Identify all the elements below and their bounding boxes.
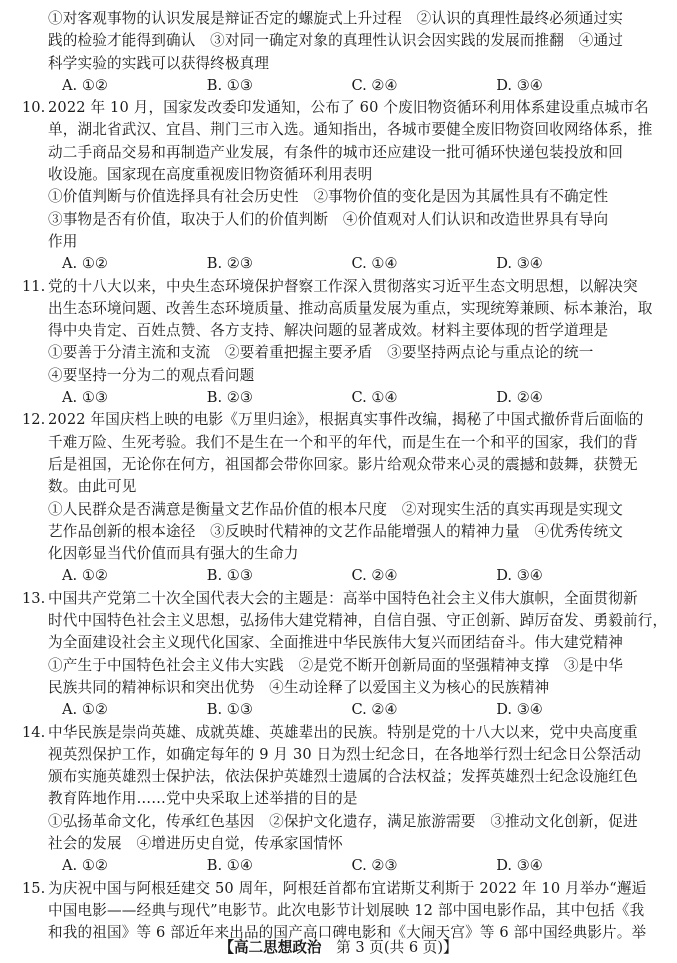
- question-12: [22, 409, 644, 587]
- text-line: 民族共同的精神标识和突出优势 ④生动诠释了以爱国主义为核心的民族精神: [48, 678, 550, 696]
- option-c: C. ②④: [351, 76, 398, 94]
- text-line: 千难万险、生死考验。我们不是生在一个和平的年代，而是生在一个和平的国家，我们的背: [48, 433, 638, 451]
- option-b: B. ①③: [206, 567, 253, 585]
- question-11: [22, 276, 653, 410]
- text-line: 得中央肯定、百姓点赞、各方支持、解决问题的显著成效。材料主要体现的哲学道理是: [48, 322, 609, 340]
- option-b: B. ①③: [206, 76, 253, 94]
- text-line: 化因彰显当代价值而具有强大的生命力: [48, 545, 299, 563]
- text-line: 中华民族是崇尚英雄、成就英雄、英雄辈出的民族。特别是党的十八大以来，党中央高度重: [48, 723, 638, 741]
- page-footer: [0, 936, 677, 957]
- text-line: 作用: [48, 232, 78, 250]
- option-c: C. ②③: [351, 857, 398, 875]
- option-b: B. ②③: [206, 389, 253, 407]
- question-number: 12.: [22, 411, 46, 429]
- text-line: 中国电影——经典与现代”电影节。此次电影节计划展映 12 部中国电影作品，其中包括《我: [48, 901, 645, 919]
- text-line: 单，湖北省武汉、宜昌、荆门三市入选。通知指出，各城市要健全废旧物资回收网络体系，推: [48, 121, 653, 139]
- answer-options: [48, 565, 641, 587]
- text-line: 时代中国特色社会主义思想，弘扬伟大建党精神，自信自强、守正创新、踔厉奋发、勇毅前行，: [48, 612, 668, 630]
- option-d: D. ②④: [496, 389, 543, 407]
- text-line: 社会的发展 ④增进历史自觉，传承家国情怀: [48, 834, 343, 852]
- question-15: [22, 878, 647, 945]
- text-line: 践的检验才能得到确认 ③对同一确定对象的真理性认识会因实践的发展而推翻 ④通过: [48, 32, 624, 50]
- text-line: 为庆祝中国与阿根廷建交 50 周年，阿根廷首都布宜诺斯艾利斯于 2022 年 10 月举办“邂逅: [48, 879, 647, 897]
- text-line: 颁布实施英雄烈士保护法，依法保护英雄烈士遗属的合法权益；发挥英雄烈士纪念设施红色: [48, 768, 638, 786]
- text-line: ①对客观事物的认识发展是辩证否定的螺旋式上升过程 ②认识的真理性最终必须通过实: [48, 10, 624, 27]
- text-line: 科学实验的实践可以获得终极真理: [48, 54, 270, 72]
- answer-options: [48, 855, 641, 877]
- option-b: B. ②③: [206, 255, 253, 273]
- answer-options: [48, 387, 641, 409]
- text-line: ④要坚持一分为二的观点看问题: [48, 366, 255, 384]
- text-line: 出生态环境问题、改善生态环境质量、推动高质量发展为重点，实现统筹兼顾、标本兼治，取: [48, 299, 653, 317]
- text-line: 2022 年国庆档上映的电影《万里归途》，根据真实事件改编，揭秘了中国式撤侨背后面临的: [48, 411, 644, 429]
- text-line: 收设施。国家现在高度重视废旧物资循环利用表明: [48, 166, 373, 184]
- question-13: [22, 588, 668, 722]
- question-number: 13.: [22, 589, 46, 607]
- text-line: ①人民群众是否满意是衡量文艺作品价值的根本尺度 ②对现实生活的真实再现是实现文: [48, 500, 624, 518]
- answer-options: [48, 253, 641, 275]
- answer-options: [48, 699, 641, 721]
- option-d: D. ③④: [496, 857, 543, 875]
- question-number: 10.: [22, 99, 46, 117]
- text-line: ①产生于中国特色社会主义伟大实践 ②是党不断开创新局面的坚强精神支撑 ③是中华: [48, 656, 624, 674]
- option-d: D. ③④: [496, 701, 543, 719]
- text-line: ①要善于分清主流和支流 ②要着重把握主要矛盾 ③要坚持两点论与重点论的统一: [48, 344, 594, 362]
- text-line: 2022 年 10 月，国家发改委印发通知，公布了 60 个废旧物资循环利用体系建设重点城市名: [48, 99, 649, 117]
- option-b: B. ①③: [206, 701, 253, 719]
- option-a: A. ①②: [62, 857, 108, 875]
- option-d: D. ③④: [496, 255, 543, 273]
- text-line: ①弘扬革命文化，传承红色基因 ②保护文化遗存，满足旅游需要 ③推动文化创新，促进: [48, 812, 638, 830]
- footer-page-info: 第 3 页(共 6 页)】: [336, 939, 458, 956]
- text-line: 视英烈保护工作，如确定每年的 9 月 30 日为烈士纪念日，在各地举行烈士纪念日公祭活动: [48, 745, 641, 763]
- question-10: [22, 97, 653, 275]
- text-line: 艺作品创新的根本途径 ③反映时代精神的文艺作品能增强人的精神力量 ④优秀传统文: [48, 522, 624, 540]
- option-c: C. ①④: [351, 255, 398, 273]
- text-line: 中国共产党第二十次全国代表大会的主题是：高举中国特色社会主义伟大旗帜，全面贯彻新: [48, 589, 638, 607]
- footer-subject: 【高二思想政治: [219, 939, 322, 956]
- text-line: 数。由此可见: [48, 478, 137, 496]
- question-number: 15.: [22, 879, 46, 897]
- option-c: C. ②④: [351, 567, 398, 585]
- text-line: 党的十八大以来，中央生态环境保护督察工作深入贯彻落实习近平生态文明思想，以解决突: [48, 277, 638, 295]
- text-line: 和我的祖国》等 6 部近年来出品的国产高口碑电影和《大闹天宫》等 6 部中国经典影片。举: [48, 924, 647, 942]
- answer-options: [48, 75, 641, 97]
- option-d: D. ③④: [496, 567, 543, 585]
- text-line: 后是祖国，无论你在何方，祖国都会带你回家。影片给观众带来心灵的震撼和鼓舞，获赞无: [48, 455, 638, 473]
- question-number: 14.: [22, 723, 46, 741]
- option-a: A. ①②: [62, 76, 108, 94]
- question-number: 11.: [22, 277, 46, 295]
- text-line: ①价值判断与价值选择具有社会历史性 ②事物价值的变化是因为其属性具有不确定性: [48, 188, 609, 206]
- option-c: C. ①④: [351, 389, 398, 407]
- option-a: A. ①②: [62, 567, 108, 585]
- option-d: D. ③④: [496, 76, 543, 94]
- text-line: 教育阵地作用……党中央采取上述举措的目的是: [48, 790, 358, 808]
- question-14: [22, 722, 641, 878]
- text-line: 为全面建设社会主义现代化国家、全面推进中华民族伟大复兴而团结奋斗。伟大建党精神: [48, 634, 624, 652]
- option-a: A. ①③: [62, 389, 108, 407]
- option-b: B. ①④: [206, 857, 253, 875]
- text-line: 动二手商品交易和再制造产业发展，有条件的城市还应建设一批可循环快递包装投放和回: [48, 143, 624, 161]
- option-c: C. ②④: [351, 701, 398, 719]
- question-9-continued: [48, 8, 641, 97]
- option-a: A. ①②: [62, 701, 108, 719]
- text-line: ③事物是否有价值，取决于人们的价值判断 ④价值观对人们认识和改造世界具有导向: [48, 210, 609, 228]
- option-a: A. ①②: [62, 255, 108, 273]
